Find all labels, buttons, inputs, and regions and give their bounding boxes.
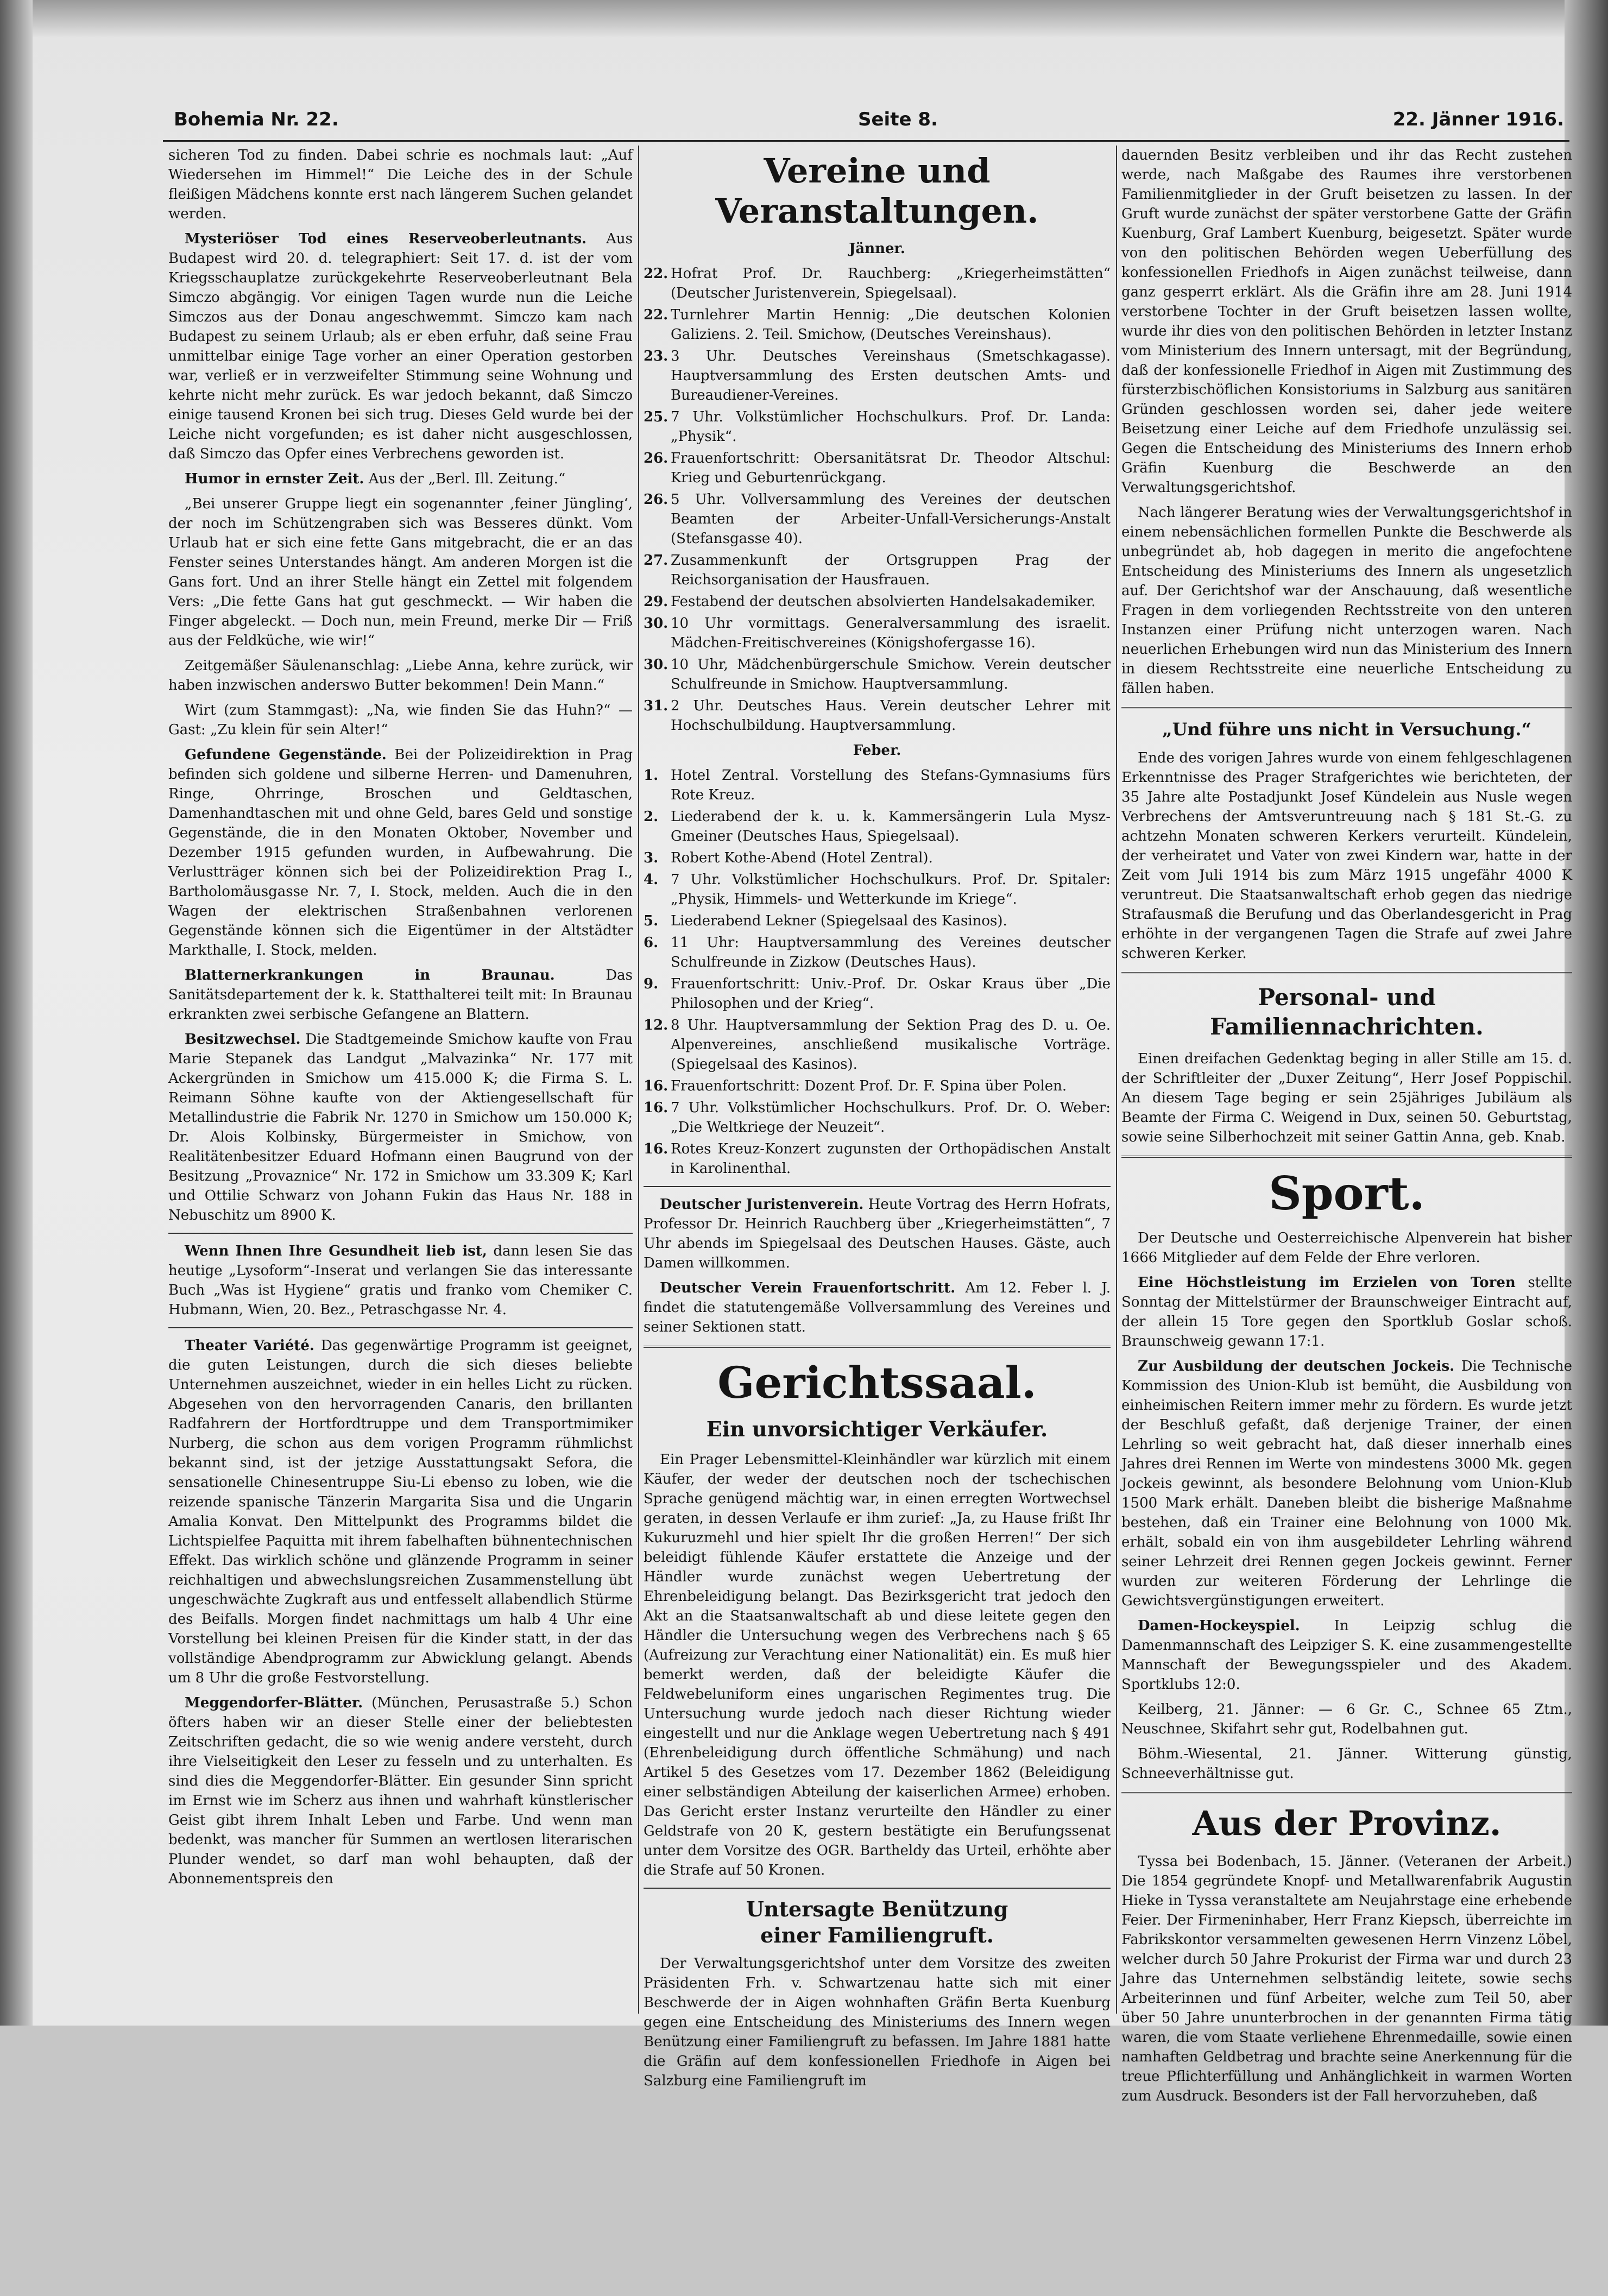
- article-body: Aus der „Berl. Ill. Zeitung.“: [368, 471, 566, 487]
- article-heading: Zur Ausbildung der deutschen Jockeis.: [1138, 1358, 1455, 1374]
- month-label: Feber.: [853, 742, 901, 759]
- article-heading: Humor in ernster Zeit.: [185, 471, 364, 487]
- event-text: Zusammenkunft der Ortsgruppen Prag der Reichsorganisation der Hausfrauen.: [671, 552, 1111, 588]
- article-body: „Bei unserer Gruppe liegt ein sogenannter ‚feiner Jüngling‘, der noch im Schützengraben sich was Besseres dünkt. Vom Urlaub hat er sich eine fette Gans mitgebracht, die er an das Fenster seines Unterstandes hängt. Am anderen Morgen ist die Gans fort. Und an ihrer Stelle hängt ein Zettel mit folgendem Vers: „Die fette Gans hat gut geschmeckt. — Wir haben die Finger abgeleckt. — Doch nun, mein Freund, merke Dir — Friß aus der Feldküche, wie wir!“: [168, 496, 633, 649]
- event-list-january: [644, 264, 1111, 735]
- article-body: Wirt (zum Stammgast): „Na, wie finden Sie das Huhn?“ — Gast: „Zu klein für sein Alter!“: [168, 702, 633, 738]
- event-date: 5.: [644, 913, 659, 929]
- article-found-items: [168, 745, 633, 960]
- event-date: 1.: [644, 767, 659, 784]
- month-label: Jänner.: [849, 241, 905, 257]
- event-item: [644, 449, 1111, 488]
- event-item: [644, 848, 1111, 868]
- article-heading: Eine Höchstleistung im Erzielen von Toren: [1138, 1275, 1516, 1291]
- event-item: [644, 766, 1111, 805]
- article-smallpox: [168, 966, 633, 1024]
- event-date: 12.: [644, 1017, 669, 1033]
- event-text: Liederabend der k. u. k. Kammersängerin Lula Mysz-Gmeiner (Deutsches Haus, Spiegelsaal).: [671, 809, 1111, 844]
- snow-report: Keilberg, 21. Jänner: — 6 Gr. C., Schnee 65 Ztm., Neuschnee, Skifahrt sehr gut, Rodelbahnen gut.: [1121, 1701, 1572, 1737]
- article-heading: Wenn Ihnen Ihre Gesundheit lieb ist,: [185, 1243, 487, 1259]
- event-item: [644, 346, 1111, 405]
- event-text: 5 Uhr. Vollversammlung des Vereines der deutschen Beamten der Arbeiter-Unfall-Versicherungs-Anstalt (Stefansgasse 40).: [671, 491, 1111, 547]
- divider: [1121, 1156, 1572, 1158]
- event-date: 16.: [644, 1100, 669, 1116]
- article-body: Ende des vorigen Jahres wurde von einem fehlgeschlagenen Erkenntnisse des Prager Strafgerichtes wie berichteten, der 35 Jahre alte Postadjunkt Josef Kündelein aus Nusle wegen Verbrechens der Amtsveruntreuung nach § 181 St.-G. zu achtzehn Monaten schweren Kerkers verurteilt. Kündelein, der verheiratet und Vater von zwei Kindern war, hatte in der Zeit vom Juli 1914 bis zum März 1915 ungefähr 4000 K veruntreut. Die Staatsanwaltschaft erhob gegen das niedrige Strafausmaß die Berufung und das Oberlandesgericht in Prag erhöhte in der vergangenen Tagen die Strafe auf zwei Jahre schweren Kerker.: [1121, 750, 1572, 962]
- article-title: einer Familiengruft.: [760, 1923, 994, 1947]
- event-item: [644, 1015, 1111, 1074]
- article-heading: Blatternerkrankungen in Braunau.: [185, 967, 555, 983]
- event-date: 9.: [644, 976, 659, 992]
- event-item: [644, 933, 1111, 972]
- article-continuation: dauernden Besitz verbleiben und ihr das Recht zustehen werde, nach Maßgabe des Raumes ihre verstorbenen Familienmitglieder in der Gruft beisetzen zu lassen. In der Gruft wurde zunächst der später verstorbene Gatte der Gräfin Kuenburg, Graf Lambert Kuenburg, beigesetzt. Später wurde von den politischen Behörden wegen Ueberfüllung des konfessionellen Friedhofs in Aigen zunächst teilweise, dann ganz gesperrt erklärt. Als die Gräfin ihre am 28. Juni 1914 verstorbene Tochter in der Gruft beisetzen lassen wollte, wurde ihr dies von den politischen Behörden in letzter Instanz vom Ministerium des Innern untersagt, mit der Begründung, daß der konfessionelle Friedhof in Aigen mit Zustimmung des fürsterzbischöflichen Konsistoriums in Salzburg aus sanitären Gründen geschlossen worden sei, daher jede weitere Beisetzung einer Leiche auf dem Friedhofe unzulässig sei. Gegen die Entscheidung des Ministeriums des Innern erhob Gräfin Kuenburg die Beschwerde an den Verwaltungsgerichtshof.: [1121, 147, 1572, 496]
- event-text: Frauenfortschritt: Univ.-Prof. Dr. Oskar Kraus über „Die Philosophen und der Krieg“.: [671, 976, 1111, 1012]
- article-body: Tyssa bei Bodenbach, 15. Jänner. (Veteranen der Arbeit.) Die 1854 gegründete Knopf- und Metallwarenfabrik Augustin Hieke in Tyssa veranstaltete am Neujahrstage eine erhebende Feier. Der Firmeninhaber, Herr Franz Kiepsch, überreichte im Fabrikskontor versammelten gewesenen Herrn Vinzenz Löbel, welcher durch 50 Jahre Prokurist der Firma war und durch 23 Jahre das Unternehmen selbständig leitete, sowie sechs Arbeiterinnen und fünf Arbeiter, welche zum Teil 50, aber über 50 Jahre ununterbrochen in der genannten Firma tätig waren, die vom Staate verliehene Ehrenmedaille, sowie einen namhaften Geldbetrag und brachte seine Anerkennung für die treue Pflichterfüllung und Anhänglichkeit in warmen Worten zum Ausdruck. Besonders ist der Fall hervorzuheben, daß: [1121, 1853, 1572, 2104]
- article-body: Das Sanitätsdepartement der k. k. Statthalterei teilt mit: In Braunau erkrankten zwei serbische Gefangene an Blattern.: [168, 967, 633, 1023]
- event-text: Turnlehrer Martin Hennig: „Die deutschen Kolonien Galiziens. 2. Teil. Smichow, (Deutsches Vereinshaus).: [671, 307, 1111, 343]
- event-date: 22.: [644, 266, 669, 282]
- event-date: 30.: [644, 615, 669, 632]
- page-header: [174, 109, 1564, 141]
- event-text: 7 Uhr. Volkstümlicher Hochschulkurs. Prof. Dr. Landa: „Physik“.: [671, 409, 1111, 445]
- event-item: [644, 1098, 1111, 1137]
- article-heading: Meggendorfer-Blätter.: [185, 1695, 363, 1711]
- event-date: 2.: [644, 809, 659, 825]
- header-date: 22. Jänner 1916.: [1392, 109, 1564, 130]
- event-text: Frauenfortschritt: Dozent Prof. Dr. F. Spina über Polen.: [671, 1078, 1067, 1094]
- event-item: [644, 305, 1111, 344]
- event-item: [644, 551, 1111, 590]
- event-item: [644, 1139, 1111, 1178]
- article-meggendorfer: [168, 1693, 633, 1889]
- section-title-events: Vereine und Veranstaltungen.: [715, 151, 1039, 231]
- article-jockeys: [1121, 1357, 1572, 1611]
- event-item: [644, 807, 1111, 846]
- article-body: Der Verwaltungsgerichtshof unter dem Vorsitze des zweiten Präsidenten Frh. v. Schwartzenau hatte sich mit einer Beschwerde der in Aigen wohnhaften Gräfin Berta Kuenburg gegen eine Entscheidung des Ministeriums des Innern wegen Benützung einer Familiengruft zu befassen. Im Jahre 1881 hatte die Gräfin auf dem konfessionellen Friedhofe in Aigen bei Salzburg eine Familiengruft im: [644, 1956, 1111, 2089]
- event-item: [644, 911, 1111, 931]
- article-body: Heute Vortrag des Herrn Hofrats, Professor Dr. Heinrich Rauchberg über „Kriegerheimstätten“, 7 Uhr abends im Spiegelsaal des Deutschen Hauses. Gäste, auch Damen willkommen.: [644, 1196, 1111, 1271]
- event-date: 29.: [644, 594, 669, 610]
- event-item: [644, 696, 1111, 735]
- section-title-court: Gerichtssaal.: [717, 1357, 1037, 1408]
- article-body: Die Technische Kommission des Union-Klub ist bemüht, die Ausbildung von einheimischen Reitern immer mehr zu fördern. Es wurde jetzt der Beschluß gefaßt, daß derjenige Trainer, der einen Lehrling so weit gebracht hat, daß dieser innerhalb eines Jahres drei Rennen im Werte von mindestens 3000 Mk. gegen Jockeis gewinnt, als besondere Belohnung vom Union-Klub 1500 Mark erhält. Daneben bleibt die bisherige Maßnahme bestehen, daß ein Trainer eine Belohnung von 1000 Mk. erhält, sobald ein von ihm ausgebildeter Lehrling während seiner Lehrzeit drei Rennen gegen Jockeis gewinnt. Ferner wurden zur weiteren Förderung der Lehrlinge die Gewichtsvergünstigungen erweitert.: [1121, 1358, 1572, 1609]
- article-humor: [168, 469, 633, 489]
- divider: [168, 1233, 633, 1234]
- scan-edge-left: [0, 0, 33, 2026]
- event-text: Robert Kothe-Abend (Hotel Zentral).: [671, 850, 933, 866]
- article-body: (München, Perusastraße 5.) Schon öfters haben wir an dieser Stelle einer der beliebtesten Zeitschriften gedacht, die so wie wenig andere versteht, durch ihre Vielseitigkeit den Leser zu fesseln und zu unterhalten. Es sind dies die Meggendorfer-Blätter. Ein gesunder Sinn spricht im Ernst wie im Scherz aus ihnen und wahrhaft künstlerischer Geist gibt ihrem Inhalt Leben und Farbe. Und wenn man bedenkt, was mancher für Summen an wertlosen literarischen Plunder wendet, so darf man wohl behaupten, daß der Abonnementspreis den: [168, 1695, 633, 1887]
- event-date: 27.: [644, 552, 669, 569]
- column-divider-1: [638, 146, 639, 2014]
- event-list-february: [644, 766, 1111, 1178]
- article-heading: Theater Variété.: [185, 1338, 314, 1354]
- event-item: [644, 407, 1111, 446]
- article-body: dann lesen Sie das heutige „Lysoform“-Inserat und verlangen Sie das interessante Buch „Was ist Hygiene“ gratis und franko vom Chemiker C. Hubmann, Wien, 20. Bez., Petraschgasse Nr. 4.: [168, 1243, 633, 1318]
- article-body: Am 12. Feber l. J. findet die statutengemäße Vollversammlung des Vereines und seiner Sektionen statt.: [644, 1280, 1111, 1335]
- event-text: Hotel Zentral. Vorstellung des Stefans-Gymnasiums fürs Rote Kreuz.: [671, 767, 1111, 803]
- header-rule: [163, 140, 1569, 142]
- article-heading: Deutscher Verein Frauenfortschritt.: [660, 1280, 956, 1296]
- event-text: Hofrat Prof. Dr. Rauchberg: „Kriegerheimstätten“ (Deutscher Juristenverein, Spiegelsaal).: [671, 266, 1111, 301]
- article-body: Die Stadtgemeinde Smichow kaufte von Frau Marie Stepanek das Landgut „Malvazinka“ Nr. 177 mit Ackergründen in Smichow um 415.000 K; die Firma S. L. Reimann Söhne kaufte von der Aktiengesellschaft für Metallindustrie die Fabrik Nr. 1270 in Smichow um 150.000 K; Dr. Alois Kolbinsky, Bürgermeister in Smichow, von Realitätenbesitzer Eduard Hofmann einen Baugrund von der Besitzung „Provaznice“ Nr. 172 in Smichow um 33.309 K; Karl und Ottilie Schwarz von Johann Fukin das Haus Nr. 188 in Nebuschitz um 8900 K.: [168, 1031, 633, 1223]
- article-property: [168, 1030, 633, 1225]
- article-hockey: [1121, 1616, 1572, 1694]
- header-page-number: Seite 8.: [858, 109, 938, 130]
- article-frauenfortschritt: [644, 1278, 1111, 1337]
- article-title: „Und führe uns nicht in Versuchung.“: [1162, 719, 1531, 740]
- event-item: [644, 1076, 1111, 1096]
- event-text: 2 Uhr. Deutsches Haus. Verein deutscher Lehrer mit Hochschulbildung. Hauptversammlung.: [671, 698, 1111, 734]
- article-heading: Besitzwechsel.: [185, 1031, 301, 1048]
- section-title-sport: Sport.: [1269, 1166, 1425, 1220]
- divider: [1121, 707, 1572, 709]
- divider: [644, 1888, 1111, 1889]
- event-item: [644, 974, 1111, 1013]
- article-reserve-officer: [168, 229, 633, 464]
- event-item: [644, 870, 1111, 909]
- article-heading: Gefundene Gegenstände.: [185, 747, 387, 763]
- article-heading: Deutscher Juristenverein.: [660, 1196, 864, 1213]
- article-body: Der Deutsche und Oesterreichische Alpenverein hat bisher 1666 Mitglieder auf dem Felde der Ehre verloren.: [1121, 1230, 1572, 1266]
- article-body: In Leipzig schlug die Damenmannschaft des Leipziger S. K. eine zusammengestellte Mannschaft der Bewegungsspieler und des Akadem. Sportklubs 12:0.: [1121, 1618, 1572, 1693]
- article-juristenverein: [644, 1195, 1111, 1273]
- section-title-personal: Personal- und Familiennachrichten.: [1210, 984, 1484, 1040]
- divider: [1121, 972, 1572, 974]
- article-continuation: sicheren Tod zu finden. Dabei schrie es nochmals laut: „Auf Wiedersehen im Himmel!“ Die Leiche des in der Schule fleißigen Mädchens konnte erst nach längerem Suchen gelandet werden.: [168, 147, 633, 222]
- article-record-goals: [1121, 1273, 1572, 1351]
- article-body: Das gegenwärtige Programm ist geeignet, die guten Leistungen, durch die sich dieses beliebte Unternehmen auszeichnet, wieder in ein helles Licht zu rücken. Abgesehen von den hervorragenden Canaris, den brillanten Radfahrern der Hortfordtruppe und dem Transportmimiker Nurberg, die schon aus dem vorigen Programm rühmlichst bekannt sind, ist der jetzige Ausstattungsakt Sefora, die sensationelle Chinesentruppe Siu-Li ebenso zu loben, wie die reizende spanische Tänzerin Margarita Sisa und die Ungarin Amalia Konvat. Den Mittelpunkt des Programms bildet die Lichtspielfee Paquitta mit ihrem fabelhaften bühnentechnischen Effekt. Das wirklich schöne und glänzende Programm in seiner reichhaltigen und abwechslungsreichen Zusammenstellung übt ungeschwächte Zugkraft aus und entfesselt allabendlich Stürme des Beifalls. Morgen findet nachmittags um halb 4 Uhr eine Vorstellung bei kleinen Preisen für die Kinder statt, in der das vollständige Abendprogramm zur Abwicklung gelangt. Abends um 8 Uhr die große Festvorstellung.: [168, 1338, 633, 1686]
- event-text: 7 Uhr. Volkstümlicher Hochschulkurs. Prof. Dr. O. Weber: „Die Weltkriege der Neuzeit“.: [671, 1100, 1111, 1136]
- article-heading: Damen-Hockeyspiel.: [1138, 1618, 1300, 1634]
- divider: [644, 1186, 1111, 1187]
- event-text: Frauenfortschritt: Obersanitätsrat Dr. Theodor Altschul: Krieg und Geburtenrückgang.: [671, 450, 1111, 486]
- article-body: Ein Prager Lebensmittel-Kleinhändler war kürzlich mit einem Käufer, der weder der deutschen noch der tschechischen Sprache genügend mächtig war, in einen erregten Wortwechsel geraten, in dessen Verlaufe er ihm zurief: „Ja, zu Hause frißt Ihr Kukuruzmehl und hier spielt Ihr die großen Herren!“ Der sich beleidigt fühlende Käufer erstattete die Anzeige und der Händler wurde zunächst wegen Uebertretung der Ehrenbeleidigung belangt. Das Bezirksgericht trat jedoch den Akt an die Staatsanwaltschaft ab und diese leitete gegen den Händler die Untersuchung wegen des Verbrechens nach § 65 (Aufreizung zur Verachtung einer Nationalität) ein. Es muß hier bemerkt werden, daß der beleidigte Käufer die Feldwebeluniform eines ungarischen Regimentes trug. Die Untersuchung wurde jedoch nach dieser Richtung wieder eingestellt und nur die Anklage wegen Uebertretung nach § 491 (Ehrenbeleidigung durch öffentliche Schmähung) und nach Artikel 5 des Gesetzes vom 17. Dezember 1862 (Beleidigung einer selbständigen Abteilung der kaiserlichen Armee) erhoben. Das Gericht erster Instanz verurteilte den Händler zu einer Geldstrafe von 20 K, gestern bestätigte ein Berufungssenat unter dem Vorsitze des OGR. Bartheldy das Urteil, erhöhte aber die Strafe auf 50 Kronen.: [644, 1452, 1111, 1878]
- article-body: stellte Sonntag der Mittelstürmer der Braunschweiger Eintracht auf, der allein 15 Tore gegen den Sportklub Goslar schoß. Braunschweig gewann 17:1.: [1121, 1275, 1572, 1349]
- event-text: 7 Uhr. Volkstümlicher Hochschulkurs. Prof. Dr. Spitaler: „Physik, Himmels- und Wetterkunde im Kriege“.: [671, 872, 1111, 907]
- event-item: [644, 655, 1111, 694]
- header-newspaper-issue: Bohemia Nr. 22.: [174, 109, 339, 130]
- event-date: 16.: [644, 1141, 669, 1157]
- event-item: [644, 614, 1111, 653]
- event-date: 23.: [644, 348, 669, 364]
- article-body: Einen dreifachen Gedenktag beging in aller Stille am 15. d. der Schriftleiter der „Duxer Zeitung“, Herr Josef Poppischil. An diesem Tage beging er sein 25jähriges Jubiläum als Beamte der Firma C. Weigend in Dux, seinen 50. Geburtstag, sowie seine Silberhochzeit mit seiner Gattin Anna, geb. Knab.: [1121, 1051, 1572, 1145]
- column-left: [168, 146, 633, 2014]
- section-title-province: Aus der Provinz.: [1192, 1803, 1502, 1843]
- event-date: 6.: [644, 935, 659, 951]
- column-middle: [644, 146, 1111, 2089]
- event-text: 3 Uhr. Deutsches Vereinshaus (Smetschkagasse). Hauptversammlung des Ersten deutschen Amts- und Bureaudiener-Vereines.: [671, 348, 1111, 403]
- article-title: Untersagte Benützung: [746, 1897, 1008, 1921]
- article-body: Zeitgemäßer Säulenanschlag: „Liebe Anna, kehre zurück, wir haben inzwischen anderswo Butter bekommen! Dein Mann.“: [168, 658, 633, 693]
- column-right: [1121, 146, 1572, 2104]
- event-date: 30.: [644, 657, 669, 673]
- event-date: 31.: [644, 698, 669, 714]
- event-date: 3.: [644, 850, 659, 866]
- divider: [168, 1327, 633, 1328]
- event-item: [644, 490, 1111, 548]
- event-date: 26.: [644, 491, 669, 508]
- event-text: 8 Uhr. Hauptversammlung der Sektion Prag des D. u. Oe. Alpenvereines, anschließend musikalische Vorträge. (Spiegelsaal des Kasinos).: [671, 1017, 1111, 1073]
- event-date: 26.: [644, 450, 669, 466]
- advertisement-lysoform: [168, 1241, 633, 1320]
- event-date: 22.: [644, 307, 669, 323]
- article-body: Aus Budapest wird 20. d. telegraphiert: Seit 17. d. ist der vom Kriegsschauplatze zurückgekehrte Reserveoberleutnant Bela Simczo abgängig. Vor einigen Tagen wurde nun die Leiche Simczos aus der Donau angeschwemmt. Simczo kam nach Budapest zu seinem Urlaub; als er eben erfuhr, daß seine Frau unmittelbar einige Tage vorher an einer Operation gestorben war, verließ er in verzweifelter Stimmung seine Wohnung und kehrte nicht mehr zurück. Es war jedoch bekannt, daß Simczo einige tausend Kronen bei sich trug. Dieses Geld wurde bei der Leiche nicht vorgefunden; es ist daher nicht ausgeschlossen, daß Simczo das Opfer eines Verbrechens geworden ist.: [168, 231, 633, 462]
- article-heading: Mysteriöser Tod eines Reserveoberleutnants.: [185, 231, 587, 247]
- event-item: [644, 592, 1111, 611]
- event-item: [644, 264, 1111, 303]
- event-text: 10 Uhr, Mädchenbürgerschule Smichow. Verein deutscher Schulfreunde in Smichow. Hauptversammlung.: [671, 657, 1111, 692]
- event-text: Rotes Kreuz-Konzert zugunsten der Orthopädischen Anstalt in Karolinenthal.: [671, 1141, 1111, 1177]
- event-date: 25.: [644, 409, 669, 425]
- event-text: Liederabend Lekner (Spiegelsaal des Kasinos).: [671, 913, 1007, 929]
- article-theater: [168, 1336, 633, 1688]
- event-text: 11 Uhr: Hauptversammlung des Vereines deutscher Schulfreunde in Zizkow (Deutsches Haus).: [671, 935, 1111, 970]
- column-divider-2: [1116, 146, 1117, 2014]
- article-body: Bei der Polizeidirektion in Prag befinden sich goldene und silberne Herren- und Damenuhren, Ringe, Ohrringe, Broschen und Geldtaschen, Damenhandtaschen mit und ohne Geld, bares Geld und sonstige Gegenstände, die in den Monaten Oktober, November und Dezember 1915 gefunden wurden, in Aufbewahrung. Die Verlustträger können sich bei der Polizeidirektion Prag I., Bartholomäusgasse Nr. 7, I. Stock, melden. Auch die in den Wagen der elektrischen Straßenbahnen verlorenen Gegenstände können sich die Eigentümer in der Altstädter Markthalle, I. Stock, melden.: [168, 747, 633, 958]
- event-date: 4.: [644, 872, 659, 888]
- article-title: Ein unvorsichtiger Verkäufer.: [706, 1417, 1048, 1441]
- event-date: 16.: [644, 1078, 669, 1094]
- scan-edge-top: [0, 0, 1608, 38]
- article-body: Nach längerer Beratung wies der Verwaltungsgerichtshof in einem nebensächlichen formellen Punkte die Beschwerde als unbegründet ab, hob dagegen in merito die angefochtene Entscheidung des Ministeriums des Innern als ungesetzlich auf. Der Gerichtshof war der Anschauung, daß wesentliche Fragen in dem vorliegenden Rechtsstreite von den unteren Instanzen einer Prüfung nicht unterzogen waren. Nach neuerlichen Erhebungen wird nun das Ministerium des Innern in diesem Rechtsstreite eine neuerliche Entscheidung zu fällen haben.: [1121, 504, 1572, 697]
- snow-report: Böhm.-Wiesental, 21. Jänner. Witterung günstig, Schneeverhältnisse gut.: [1121, 1746, 1572, 1782]
- event-text: Festabend der deutschen absolvierten Handelsakademiker.: [671, 594, 1096, 610]
- divider: [644, 1346, 1111, 1348]
- event-text: 10 Uhr vormittags. Generalversammlung des israelit. Mädchen-Freitischvereines (Königshofergasse 16).: [671, 615, 1111, 651]
- divider: [1121, 1792, 1572, 1794]
